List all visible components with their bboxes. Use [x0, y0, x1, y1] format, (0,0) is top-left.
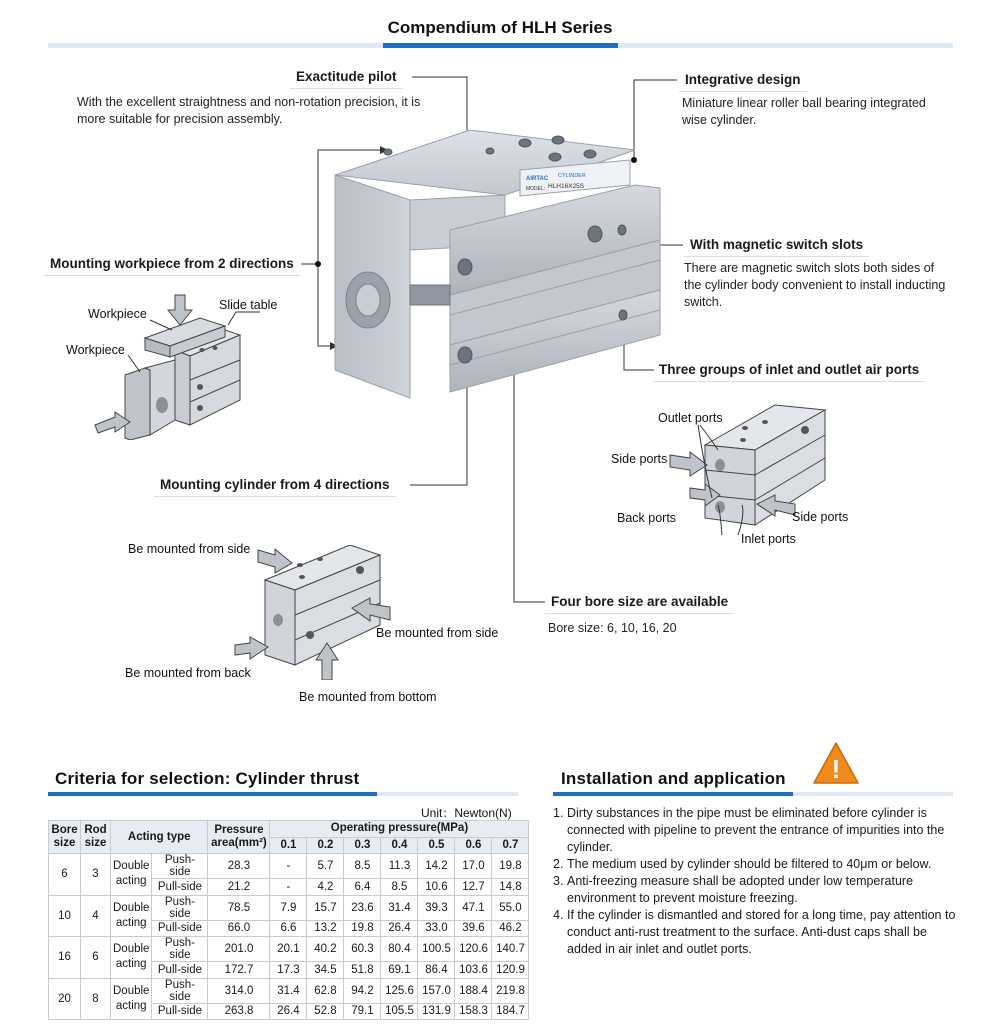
back-ports-label: Back ports	[617, 511, 677, 525]
thrust-value-cell: 47.1	[455, 895, 492, 920]
thrust-value-cell: 125.6	[381, 978, 418, 1003]
side-cell: Pull-side	[152, 920, 208, 937]
model-prefix-text: MODEL:	[526, 186, 546, 192]
rod-cell: 8	[81, 978, 111, 1020]
feature-integrative-desc: Miniature linear roller ball bearing integrated wise cylinder.	[682, 96, 926, 127]
thrust-value-cell: 23.6	[344, 895, 381, 920]
table-row	[49, 937, 529, 962]
pressure-header-cell: 0.6	[455, 837, 492, 854]
area-cell: 66.0	[208, 920, 270, 937]
table-row	[49, 895, 529, 920]
pressure-header-cell: 0.3	[344, 837, 381, 854]
list-item-number: 1.	[553, 806, 564, 820]
thrust-value-cell: 4.2	[307, 879, 344, 896]
thrust-value-cell: 55.0	[492, 895, 529, 920]
mounted-bottom-label: Be mounted from bottom	[299, 690, 437, 704]
acting-cell: Double acting	[111, 895, 152, 937]
thrust-value-cell: 20.1	[270, 937, 307, 962]
installation-title: Installation and application	[561, 769, 786, 788]
list-item-text: The medium used by cylinder should be filtered to 40μm or below.	[567, 857, 932, 871]
thrust-value-cell: 13.2	[307, 920, 344, 937]
rod-cell: 6	[81, 937, 111, 979]
side-cell: Push-side	[152, 937, 208, 962]
bore-cell: 16	[49, 937, 81, 979]
list-item-number: 4.	[553, 908, 564, 922]
area-cell: 314.0	[208, 978, 270, 1003]
list-item	[553, 856, 963, 873]
outlet-ports-label: Outlet ports	[658, 411, 723, 425]
thrust-value-cell: 26.4	[381, 920, 418, 937]
side-ports-left-label: Side ports	[611, 452, 668, 466]
pressure-header-cell: 0.2	[307, 837, 344, 854]
acting-cell: Double acting	[111, 978, 152, 1020]
installation-rule	[553, 792, 953, 796]
feature-magnetic-switch: With magnetic switch slots	[684, 234, 869, 257]
mounted-side-top-label: Be mounted from side	[128, 542, 251, 556]
page-title: Compendium of HLH Series	[387, 18, 613, 37]
thrust-value-cell: 86.4	[418, 962, 455, 979]
feature-integrative-design: Integrative design	[679, 69, 807, 92]
thrust-value-cell: 46.2	[492, 920, 529, 937]
thrust-value-cell: 62.8	[307, 978, 344, 1003]
feature-mounting-workpiece: Mounting workpiece from 2 directions	[44, 253, 300, 276]
thrust-value-cell: 33.0	[418, 920, 455, 937]
header-acting: Acting type	[111, 821, 208, 854]
thrust-value-cell: 14.8	[492, 879, 529, 896]
criteria-unit: Unit：Newton(N)	[421, 806, 512, 820]
thrust-value-cell: 34.5	[307, 962, 344, 979]
pressure-header-cell: 0.1	[270, 837, 307, 854]
bore-cell: 6	[49, 854, 81, 896]
header-area: Pressure area(mm²)	[208, 821, 270, 854]
bore-cell: 10	[49, 895, 81, 937]
list-item-text: If the cylinder is dismantled and stored for a long time, pay attention to conduct anti-rust treatment to the surface. Anti-dust caps shall be added in air inlet and outlet ports.	[567, 908, 956, 956]
mounted-back-label: Be mounted from back	[125, 666, 251, 680]
thrust-value-cell: 188.4	[455, 978, 492, 1003]
thrust-value-cell: 31.4	[270, 978, 307, 1003]
pressure-header-cell: 0.4	[381, 837, 418, 854]
thrust-value-cell: 6.4	[344, 879, 381, 896]
area-cell: 263.8	[208, 1003, 270, 1020]
thrust-value-cell: 60.3	[344, 937, 381, 962]
slide-table-label: Slide table	[219, 298, 278, 312]
thrust-value-cell: -	[270, 879, 307, 896]
thrust-value-cell: 158.3	[455, 1003, 492, 1020]
thrust-body	[49, 854, 529, 1020]
feature-four-bore-desc: Bore size: 6, 10, 16, 20	[548, 621, 677, 635]
acting-cell: Double acting	[111, 937, 152, 979]
thrust-value-cell: 26.4	[270, 1003, 307, 1020]
thrust-value-cell: 184.7	[492, 1003, 529, 1020]
feature-three-groups-ports: Three groups of inlet and outlet air ports	[653, 359, 925, 382]
table-row	[49, 978, 529, 1003]
thrust-value-cell: 8.5	[381, 879, 418, 896]
list-item-text: Dirty substances in the pipe must be eliminated before cylinder is connected with pipeline to prevent the entrance of impurities into the cylinder.	[567, 806, 945, 854]
thrust-value-cell: 157.0	[418, 978, 455, 1003]
workpiece-side-label: Workpiece	[66, 343, 125, 357]
thrust-value-cell: 7.9	[270, 895, 307, 920]
thrust-value-cell: 105.5	[381, 1003, 418, 1020]
thrust-value-cell: 11.3	[381, 854, 418, 879]
svg-text:!: !	[831, 754, 841, 784]
area-cell: 172.7	[208, 962, 270, 979]
side-cell: Pull-side	[152, 879, 208, 896]
brand-text: AIRTAC	[526, 176, 549, 182]
list-item-text: Anti-freezing measure shall be adopted under low temperature environment to prevent moisture freezing.	[567, 874, 914, 905]
workpiece-top-label: Workpiece	[88, 307, 147, 321]
rod-cell: 3	[81, 854, 111, 896]
list-item	[553, 907, 963, 958]
bore-cell: 20	[49, 978, 81, 1020]
criteria-rule	[48, 792, 518, 796]
installation-list	[553, 805, 963, 958]
thrust-value-cell: 69.1	[381, 962, 418, 979]
feature-mounting-cylinder: Mounting cylinder from 4 directions	[154, 474, 396, 497]
table-row	[49, 854, 529, 879]
thrust-value-cell: 17.3	[270, 962, 307, 979]
thrust-table	[48, 820, 529, 1020]
warning-icon	[812, 740, 860, 786]
thrust-value-cell: 19.8	[492, 854, 529, 879]
thrust-value-cell: 140.7	[492, 937, 529, 962]
thrust-value-cell: 5.7	[307, 854, 344, 879]
thrust-value-cell: 17.0	[455, 854, 492, 879]
thrust-value-cell: 52.8	[307, 1003, 344, 1020]
header-bore: Bore size	[49, 821, 81, 854]
thrust-value-cell: 120.9	[492, 962, 529, 979]
thrust-value-cell: 100.5	[418, 937, 455, 962]
header-pressure: Operating pressure(MPa)	[270, 821, 529, 838]
list-item	[553, 873, 963, 907]
area-cell: 201.0	[208, 937, 270, 962]
pressure-header-cell: 0.5	[418, 837, 455, 854]
list-item-number: 3.	[553, 874, 564, 888]
side-cell: Pull-side	[152, 962, 208, 979]
side-ports-right-label: Side ports	[792, 510, 849, 524]
inlet-ports-label: Inlet ports	[741, 532, 796, 546]
pressure-header-cell: 0.7	[492, 837, 529, 854]
area-cell: 28.3	[208, 854, 270, 879]
rod-cell: 4	[81, 895, 111, 937]
mounting-diagram	[230, 545, 410, 680]
thrust-value-cell: 8.5	[344, 854, 381, 879]
acting-cell: Double acting	[111, 854, 152, 896]
thrust-value-cell: 40.2	[307, 937, 344, 962]
thrust-value-cell: 14.2	[418, 854, 455, 879]
model-text: HLH16X25S	[548, 183, 585, 190]
thrust-value-cell: 31.4	[381, 895, 418, 920]
thrust-value-cell: 10.6	[418, 879, 455, 896]
feature-four-bore: Four bore size are available	[545, 591, 734, 614]
side-cell: Push-side	[152, 895, 208, 920]
thrust-value-cell: 131.9	[418, 1003, 455, 1020]
feature-exactitude-pilot: Exactitude pilot	[290, 66, 403, 89]
thrust-value-cell: 79.1	[344, 1003, 381, 1020]
area-cell: 21.2	[208, 879, 270, 896]
side-cell: Push-side	[152, 978, 208, 1003]
area-cell: 78.5	[208, 895, 270, 920]
thrust-value-cell: 19.8	[344, 920, 381, 937]
criteria-title: Criteria for selection: Cylinder thrust	[55, 769, 360, 788]
thrust-value-cell: 94.2	[344, 978, 381, 1003]
thrust-value-cell: 51.8	[344, 962, 381, 979]
header-rod: Rod size	[81, 821, 111, 854]
thrust-value-cell: 80.4	[381, 937, 418, 962]
thrust-value-cell: -	[270, 854, 307, 879]
thrust-value-cell: 219.8	[492, 978, 529, 1003]
list-item	[553, 805, 963, 856]
side-cell: Pull-side	[152, 1003, 208, 1020]
thrust-value-cell: 120.6	[455, 937, 492, 962]
thrust-value-cell: 15.7	[307, 895, 344, 920]
type-text: CYLINDER	[558, 173, 586, 179]
thrust-value-cell: 39.3	[418, 895, 455, 920]
thrust-value-cell: 39.6	[455, 920, 492, 937]
side-cell: Push-side	[152, 854, 208, 879]
feature-exactitude-desc: With the excellent straightness and non-rotation precision, it is more suitable for precision assembly.	[77, 95, 421, 126]
thrust-value-cell: 12.7	[455, 879, 492, 896]
list-item-number: 2.	[553, 857, 564, 871]
thrust-value-cell: 6.6	[270, 920, 307, 937]
mounted-side-right-label: Be mounted from side	[376, 626, 499, 640]
thrust-value-cell: 103.6	[455, 962, 492, 979]
feature-magnetic-desc: There are magnetic switch slots both sides of the cylinder body convenient to install inducting switch.	[684, 261, 946, 309]
